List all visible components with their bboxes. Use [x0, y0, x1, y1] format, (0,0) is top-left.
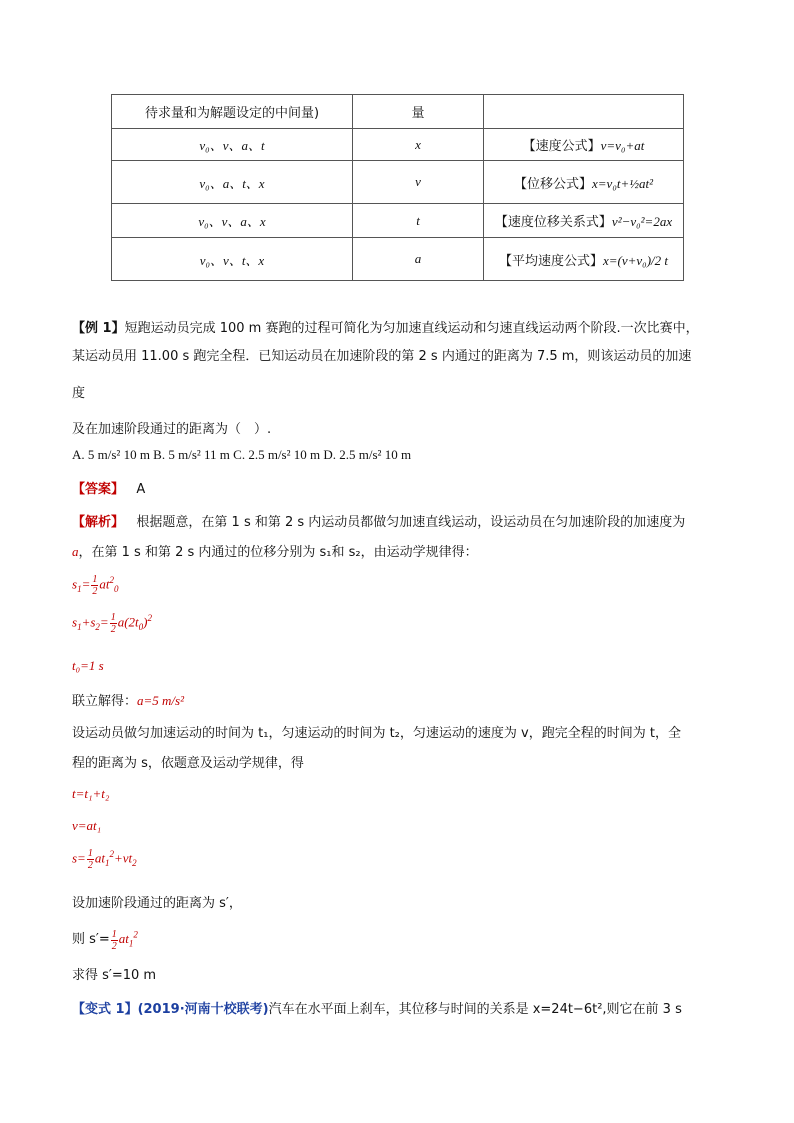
table-cell-formula	[484, 238, 684, 281]
equation-t0: t₀=1 s	[72, 658, 104, 673]
table-row	[112, 238, 684, 281]
analysis-text: 根据题意，在第 1 s 和第 2 s 内运动员都做匀加速直线运动，设运动员在匀加速阶段的加速度为	[136, 515, 686, 530]
then-label: 则 s′=	[72, 932, 110, 947]
table-cell-unknown: a	[353, 238, 484, 281]
equation-s: s= $\frac{1}{2}$ $at_1^2+vt_2$	[72, 848, 137, 871]
analysis-text: ，在第 1 s 和第 2 s 内通过的位移分别为 s₁和 s₂，由运动学规律得：	[78, 545, 478, 560]
result-line: 求得 s′=10 m	[72, 968, 157, 983]
table-cell-unknown: t	[353, 204, 484, 238]
table-row	[112, 161, 684, 204]
table-header-unknown: 量	[353, 95, 484, 129]
fraction-half: $\frac{1}{2}$	[111, 928, 117, 952]
example-text: 短跑运动员完成 100 m 赛跑的过程可简化为匀加速直线运动和匀速直线运动两个阶段.一次比赛中，	[124, 321, 699, 336]
equation-s1: $s_1=$ $\frac{1}{2}$ $at^2_0$	[72, 574, 119, 597]
fraction-half: $\frac{1}{2}$	[110, 612, 116, 635]
example-tag: 【例 1】	[72, 321, 125, 336]
table-cell-formula	[484, 129, 684, 161]
example-line-4: 及在加速阶段通过的距离为（ ）.	[72, 422, 272, 437]
analysis-line-2	[72, 541, 478, 560]
table-row	[112, 204, 684, 238]
formula-expression: x=v₀t+½at²	[592, 175, 653, 191]
table-cell-unknown: v	[353, 161, 484, 204]
example-line-1	[72, 317, 699, 336]
answer-value: A	[136, 482, 146, 497]
analysis-line-1	[72, 511, 685, 530]
example-line-3: 度	[72, 386, 86, 401]
table-header-given: 待求量和为解题设定的中间量)	[112, 95, 353, 129]
equation-s-prime: 则 s′= $\frac{1}{2}$ $at_1^2$	[72, 928, 138, 952]
answer-options: A. 5 m/s² 10 m B. 5 m/s² 11 m C. 2.5 m/s² 10 m D. 2.5 m/s² 10 m	[72, 447, 412, 462]
example-line-2: 某运动员用 11.00 s 跑完全程．已知运动员在加速阶段的第 2 s 内通过的距离为 7.5 m，则该运动员的加速	[72, 349, 692, 364]
solve-value: a=5 m/s²	[137, 693, 184, 708]
variant-tag: 【变式 1】(2019·河南十校联考)	[72, 1002, 269, 1017]
variant-text: 汽车在水平面上刹车，其位移与时间的关系是 x=24t−6t²,则它在前 3 s	[268, 1002, 682, 1017]
table-header-formula	[484, 95, 684, 129]
table-cell-given: v₀、v、a、x	[112, 204, 353, 238]
answer-tag: 【答案】	[72, 482, 125, 497]
equation-t: t=t₁+t₂	[72, 786, 110, 801]
analysis-line-4: 程的距离为 s，依题意及运动学规律，得	[72, 756, 304, 771]
formula-name: 【速度位移关系式】	[494, 215, 612, 230]
accel-symbol: a	[72, 544, 79, 559]
table-cell-given: v₀、a、t、x	[112, 161, 353, 204]
variant-line	[72, 998, 682, 1017]
formula-name: 【速度公式】	[522, 139, 601, 154]
equation-v: v=at₁	[72, 818, 102, 833]
fraction-half: $\frac{1}{2}$	[87, 848, 93, 871]
answer-line	[72, 478, 145, 497]
kinematics-formula-table	[111, 94, 684, 281]
fraction-half: $\frac{1}{2}$	[92, 574, 98, 597]
table-cell-given: v₀、v、a、t	[112, 129, 353, 161]
formula-name: 【位移公式】	[514, 176, 593, 192]
analysis-line-5: 设加速阶段通过的距离为 s′，	[72, 896, 242, 911]
table-header-row	[112, 95, 684, 129]
table-cell-formula	[484, 204, 684, 238]
table-cell-formula	[484, 161, 684, 204]
solve-label: 联立解得：	[72, 694, 138, 709]
formula-expression: x=(v+v₀)/2 t	[603, 252, 669, 268]
table-cell-unknown: x	[353, 129, 484, 161]
formula-expression: v²−v₀²=2ax	[611, 214, 673, 229]
solve-line	[72, 690, 184, 709]
formula-expression: v=v₀+at	[600, 138, 645, 153]
equation-s1-s2: $s_1+s_2=$ $\frac{1}{2}$ $a(2t_0)^2$	[72, 612, 152, 635]
analysis-tag: 【解析】	[72, 515, 125, 530]
formula-name: 【平均速度公式】	[498, 253, 603, 269]
analysis-line-3: 设运动员做匀加速运动的时间为 t₁，匀速运动的时间为 t₂，匀速运动的速度为 v，跑完全程的时间为 t，全	[72, 726, 681, 741]
table-row	[112, 129, 684, 161]
table-cell-given: v₀、v、t、x	[112, 238, 353, 281]
